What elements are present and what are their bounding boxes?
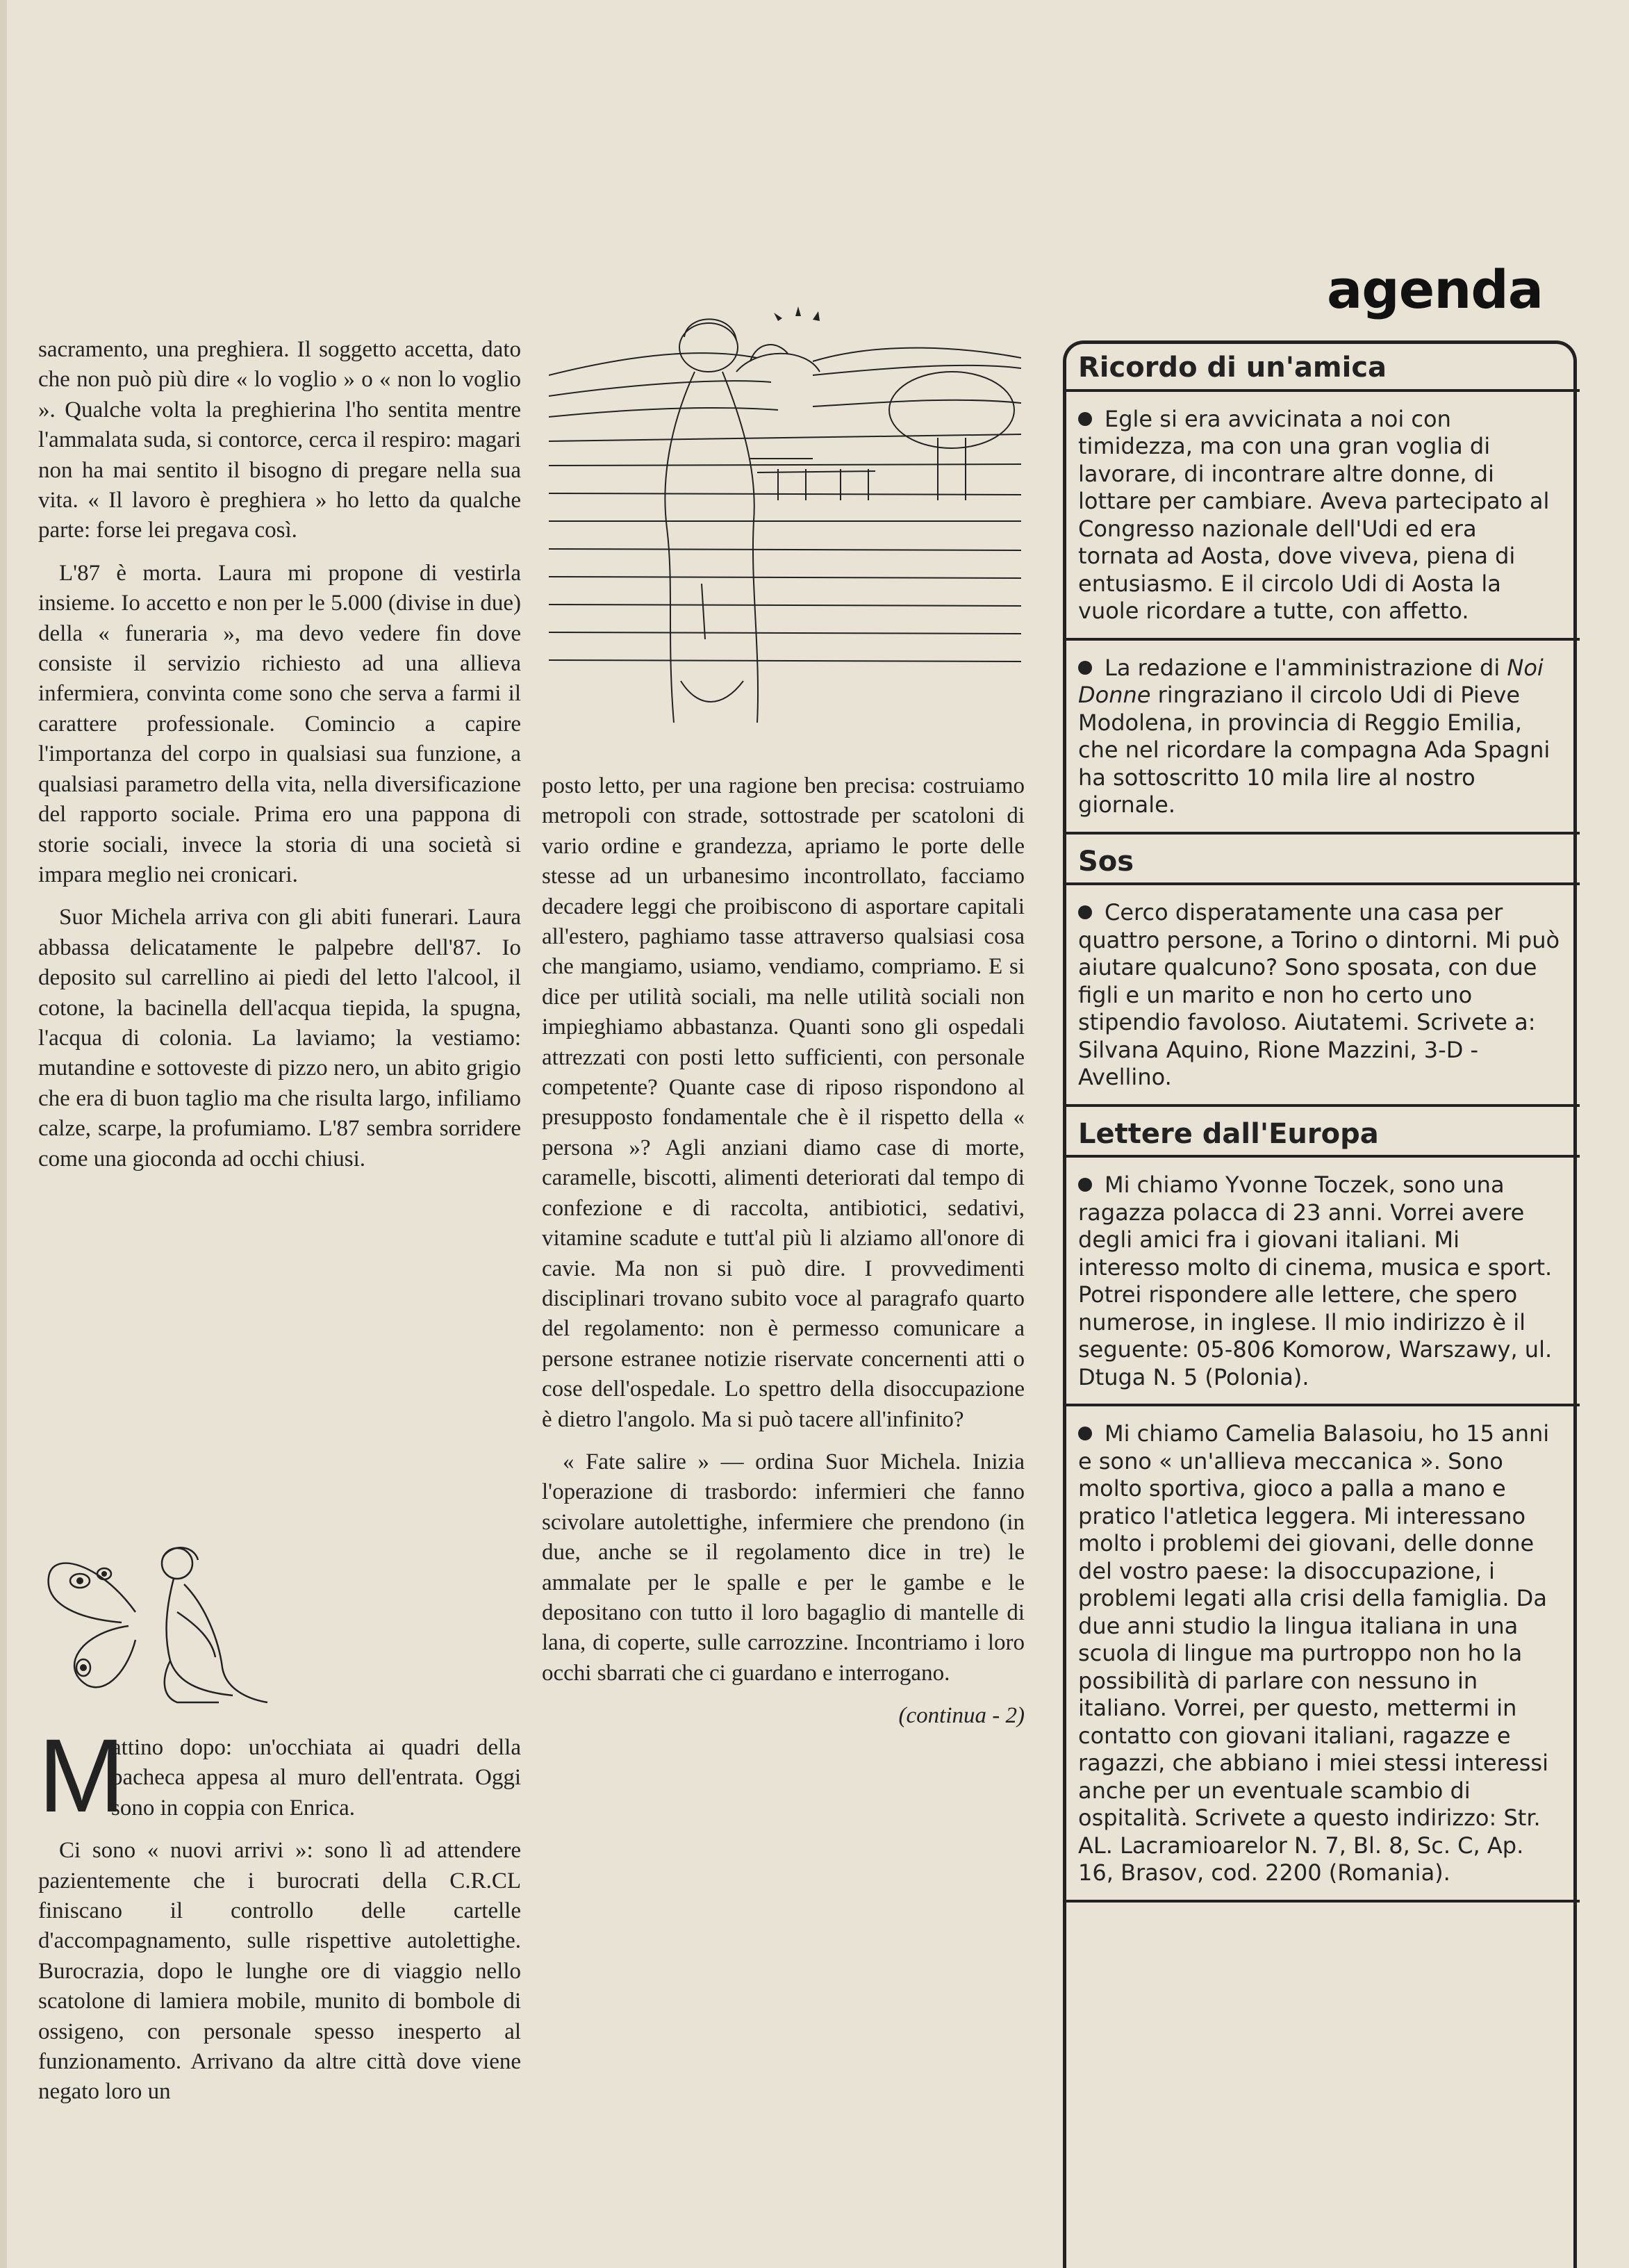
- section-divider: [1063, 832, 1580, 835]
- section-divider: [1063, 882, 1580, 885]
- article-column-1: [38, 335, 521, 1187]
- paragraph: L'87 è morta. Laura mi propone di vestirla insieme. Io accetto e non per le 5.000 (divise in due) della « funeraria », ma devo vedere fin dove consiste il servizio richiesto ad una allieva infermiera, convinta come sono che serva a farmi il carattere professionale. Comincio a capire l'importanza del corpo in qualsiasi sua funzione, a qualsiasi parametro della vita, nella diversificazione del rapporto sociale. Prima ero una pappona di storie sociali, invece la storia di una società si impara meglio nei cronicari.: [38, 560, 521, 887]
- paragraph: « Fate salire » — ordina Suor Michela. Inizia l'operazione di trasbordo: infermieri che fanno scivolare autolettighe, infermiere che prendono (in due, anche se il regolamento dice in tre) le ammalate per le spalle e per le gambe e le depositano con tutto il loro bagaglio di mantelle di lana, di coperte, sulle carrozzine. Incontriamo i loro occhi sbarrati che ci guardano e interrogano.: [542, 1449, 1025, 1686]
- bullet-icon: [1078, 1178, 1092, 1192]
- notice-sos: [1078, 899, 1564, 1092]
- notice-text: Egle si era avvicinata a noi con timidezza, ma con una gran voglia di lavorare, di incontrare altre donne, di lottare per cambiare. Aveva partecipato al Congresso nazionale dell'Udi ed era tornata ad Aosta, dove viveva, piena di entusiasmo. E il circolo Udi di Aosta la vuole ricordare a tutte, con affetto.: [1078, 405, 1550, 624]
- landscape-illustration: [549, 292, 1021, 750]
- section-divider: [1063, 1900, 1580, 1903]
- section-divider: [1063, 389, 1580, 392]
- notice-text: ringraziano il circolo Udi di Pieve Modolena, in provincia di Reggio Emilia, che nel ricordare la compagna Ada Spagni ha sottoscritto 10 mila lire al nostro giornale.: [1078, 682, 1551, 818]
- notice-redazione: [1078, 655, 1564, 819]
- paragraph: posto letto, per una ragione ben precisa: costruiamo metropoli con strade, sottostrade per scatoloni di vario ordine e grandezza, apriamo le porte delle stesse ad un urbanesimo incontrollato, facciamo decadere leggi che proibiscono di asportare capitali all'estero, paghiamo tasse attraverso qualsiasi cosa che mangiamo, usiamo, vendiamo, compriamo. E si dice per utilità sociali, ma nelle utilità sociali non impieghiamo abbastanza. Quanti sono gli ospedali attrezzati con posti letto sufficienti, con personale competente? Quante case di riposo rispondono al presupposto fondamentale che è il rispetto della « persona »? Agli anziani diamo case di morte, caramelle, biscotti, alimenti deteriorati dal tempo di confezione e di raccolta, antibiotici, sedativi, vitamine scadute e tutt'al più li alziamo all'onore di cavie. Ma non si può dire. I provvedimenti disciplinari trovano subito voce al paragrafo quarto del regolamento: non è permesso comunicare a persone estranee notizie riservate concernenti atti o cose dell'ospedale. Lo spettro della disoccupazione è dietro l'angolo. Ma si può tacere all'infinito?: [542, 773, 1025, 1432]
- bullet-icon: [1078, 412, 1092, 426]
- bullet-icon: [1078, 661, 1092, 675]
- notice-yvonne: [1078, 1172, 1564, 1391]
- paragraph: sacramento, una preghiera. Il soggetto accetta, dato che non può più dire « lo voglio » o « non lo voglio ». Qualche volta la preghierina l'ho sentita mentre l'ammalata suda, si contorce, cerca il respiro: magari non ha mai sentito il bisogno di pregare nella sua vita. « Il lavoro è preghiera » ho letto da qualche parte: forse lei pregava così.: [38, 337, 521, 543]
- section-divider: [1063, 638, 1580, 641]
- section-title-ricordo: Ricordo di un'amica: [1078, 352, 1387, 384]
- section-divider: [1063, 1404, 1580, 1406]
- article-column-2: [542, 771, 1025, 1744]
- notice-text: Cerco disperatamente una casa per quattro persone, a Torino o dintorni. Mi può aiutare qualcuno? Sono sposata, con due figli e un marito e non ho certo uno stipendio favoloso. Aiutatemi. Scrivete a: Silvana Aquino, Rione Mazzini, 3-D - Avellino.: [1078, 899, 1560, 1090]
- notice-egle: [1078, 406, 1564, 625]
- section-title-lettere: Lettere dall'Europa: [1078, 1117, 1379, 1150]
- bullet-icon: [1078, 1427, 1092, 1440]
- section-title-sos: Sos: [1078, 845, 1134, 878]
- dropcap-text: attino dopo: un'occhiata ai quadri della bacheca appesa al muro dell'entrata. Oggi sono in coppia con Enrica.: [111, 1735, 521, 1821]
- section-divider: [1063, 1155, 1580, 1158]
- section-divider: [1063, 1104, 1580, 1107]
- agenda-heading: agenda: [1327, 258, 1544, 320]
- paragraph: Suor Michela arriva con gli abiti funerari. Laura abbassa delicatamente le palpebre dell'87. Io deposito sul carrellino ai piedi del letto l'alcool, il cotone, la bacinella dell'acqua tiepida, la spugna, l'acqua di colonia. La laviamo; la vestiamo: mutandine e sottoveste di pizzo nero, un abito grigio che era di buon taglio ma che risulta largo, infiliamo calze, scarpe, la profumiamo. L'87 sembra sorridere come una gioconda ad occhi chiusi.: [38, 905, 521, 1172]
- paragraph: Ci sono « nuovi arrivi »: sono lì ad attendere pazientemente che i burocrati della C.R.CL finiscano il controllo delle cartelle d'accompagnamento, sulle rispettive autolettighe. Burocrazia, dopo le lunghe ore di viaggio nello scatolone di lamiera mobile, munito di bombole di ossigeno, con personale spesso inesperto al funzionamento. Arrivano da altre città dove viene negato loro un: [38, 1838, 521, 2105]
- article-column-1-continued: [38, 1717, 521, 2120]
- continued-note: (continua - 2): [898, 1703, 1025, 1729]
- dropcap-letter: M: [38, 1717, 125, 1834]
- notice-text: La redazione e l'amministrazione di: [1105, 654, 1507, 681]
- notice-text: Mi chiamo Camelia Balasoiu, ho 15 anni e sono « un'allieva meccanica ». Sono molto sportiva, gioco a palla a mano e pratico l'atletica leggera. Mi interessano molto i problemi dei giovani, delle donne del vostro paese: la disoccupazione, i problemi legati alla crisi della famiglia. Da due anni studio la lingua italiana in una scuola di lingue ma purtroppo non ho la possibilità di parlare con nessuno in italiano. Vorrei, per questo, mettermi in contatto con giovani italiani, ragazze e ragazzi, che abbiano i miei stessi interessi anche per un eventuale scambio di ospitalità. Scrivete a questo indirizzo: Str. AL. Lacramioarelor N. 7, Bl. 8, Sc. C, Ap. 16, Brasov, cod. 2200 (Romania).: [1078, 1420, 1550, 1886]
- fairy-illustration: [38, 1536, 288, 1716]
- agenda-sidebar: [1078, 354, 1564, 1916]
- magazine-name: Noi Donne: [1078, 654, 1544, 708]
- dropcap-paragraph: [38, 1717, 521, 1834]
- bullet-icon: [1078, 905, 1092, 919]
- notice-text: Mi chiamo Yvonne Toczek, sono una ragazza polacca di 23 anni. Vorrei avere degli amici fra i giovani italiani. Mi interesso molto di cinema, musica e sport. Potrei rispondere alle lettere, che spero numerose, in inglese. Il mio indirizzo è il seguente: 05-806 Komorow, Warszawy, ul. Dtuga N. 5 (Polonia).: [1078, 1172, 1553, 1390]
- page-edge: [0, 0, 7, 2268]
- notice-camelia: [1078, 1420, 1564, 1887]
